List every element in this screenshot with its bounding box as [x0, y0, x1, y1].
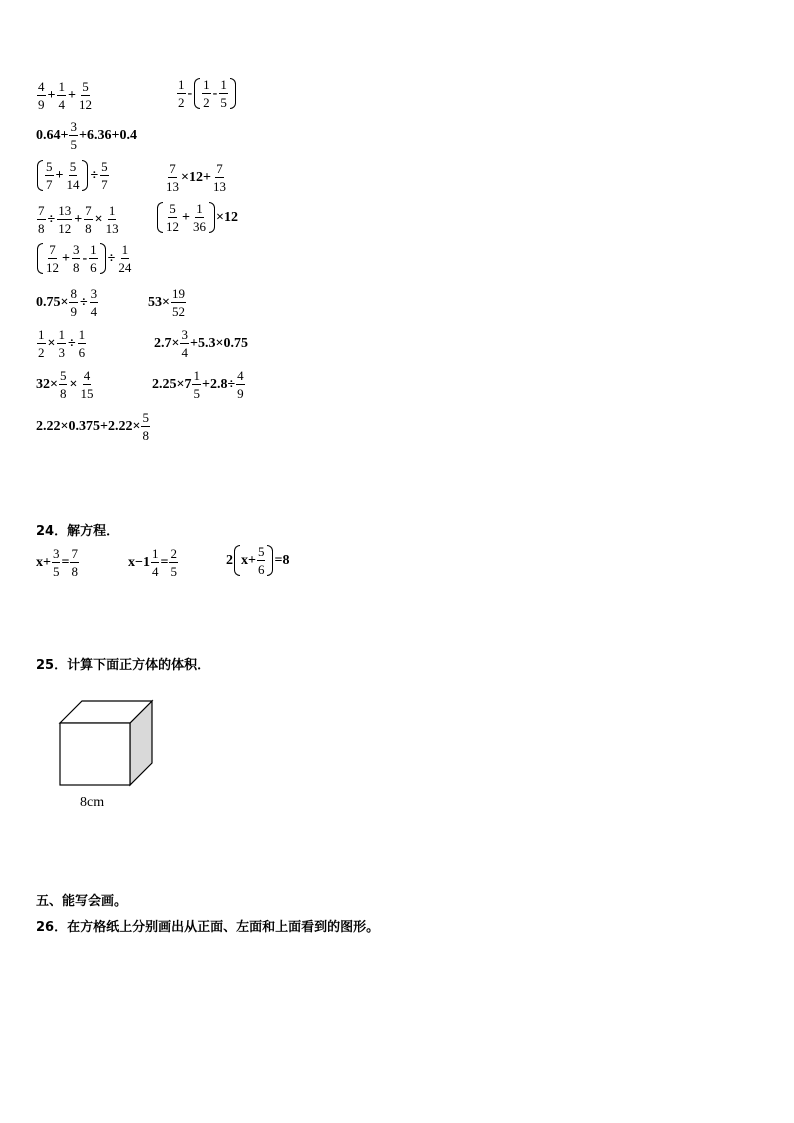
- parenthesis-group: $\frac{1}{2}$ - $\frac{1}{5}$: [193, 78, 237, 109]
- parenthesis-group: $\frac{5}{7}$ + $\frac{5}{14}$: [36, 160, 89, 191]
- cube-figure: [56, 696, 158, 788]
- question-26-title: 26．在方格纸上分别画出从正面、左面和上面看到的图形。: [36, 920, 380, 935]
- section-5-title: 五、能写会画。: [36, 894, 128, 909]
- cube-front-face: [60, 723, 130, 785]
- expr-14: 2.25×7 $\frac{1}{5}$ +2.8÷ $\frac{4}{9}$: [152, 368, 244, 401]
- expr-2: $\frac{1}{2}$ - $\frac{1}{2}$ - $\frac{1}{5}$: [176, 78, 237, 109]
- expr-8: $\frac{7}{12}$ + $\frac{3}{8}$ - $\frac{1}{6}$ ÷ $\frac{1}{24}$: [36, 243, 133, 274]
- expr-15: 2.22×0.375+2.22× $\frac{5}{8}$: [36, 410, 149, 443]
- parenthesis-group: $\frac{7}{12}$ + $\frac{3}{8}$ - $\frac{1}{6}$: [36, 243, 107, 274]
- fraction: $\frac{1}{2}$: [178, 77, 185, 110]
- expr-3: 0.64+ $\frac{3}{5}$ +6.36+0.4: [36, 119, 137, 152]
- expr-11: $\frac{1}{2}$ × $\frac{1}{3}$ ÷ $\frac{1}{6}$: [38, 327, 86, 360]
- expr-4: $\frac{5}{7}$ + $\frac{5}{14}$ ÷ $\frac{5}{7}$: [36, 160, 110, 191]
- cube-edge-label: 8cm: [80, 795, 105, 810]
- question-24-title: 24．解方程．: [36, 524, 120, 539]
- expr-1: $\frac{4}{9}$ + $\frac{1}{4}$ + $\frac{5}{12}$: [38, 79, 92, 112]
- expr-7: $\frac{5}{12}$ + $\frac{1}{36}$ ×12: [156, 202, 238, 233]
- equation-2: x−1 $\frac{1}{4}$ = $\frac{2}{5}$: [128, 546, 177, 579]
- fraction: $\frac{5}{12}$: [78, 79, 92, 112]
- expr-13: 32× $\frac{5}{8}$ × $\frac{4}{15}$: [36, 368, 94, 401]
- expr-6: $\frac{7}{8}$ ÷ $\frac{13}{12}$ + $\frac{7}{8}$ × $\frac{1}{13}$: [38, 203, 119, 236]
- parenthesis-group: $\frac{5}{12}$ + $\frac{1}{36}$: [156, 202, 216, 233]
- expr-10: 53× $\frac{19}{52}$: [148, 286, 185, 319]
- equation-3: 2 x+ $\frac{5}{6}$ =8: [226, 544, 290, 577]
- fraction: $\frac{1}{4}$: [58, 79, 65, 112]
- expr-5: $\frac{7}{13}$ ×12+ $\frac{7}{13}$: [166, 161, 226, 194]
- expr-9: 0.75× $\frac{8}{9}$ ÷ $\frac{3}{4}$: [36, 286, 98, 319]
- question-25-title: 25．计算下面正方体的体积．: [36, 658, 211, 673]
- equation-1: x+ $\frac{3}{5}$ = $\frac{7}{8}$: [36, 546, 78, 579]
- parenthesis-group: x+ $\frac{5}{6}$: [233, 545, 274, 576]
- expr-12: 2.7× $\frac{3}{4}$ +5.3×0.75: [154, 327, 248, 360]
- fraction: $\frac{4}{9}$: [38, 79, 45, 112]
- fraction: $\frac{3}{5}$: [70, 119, 77, 152]
